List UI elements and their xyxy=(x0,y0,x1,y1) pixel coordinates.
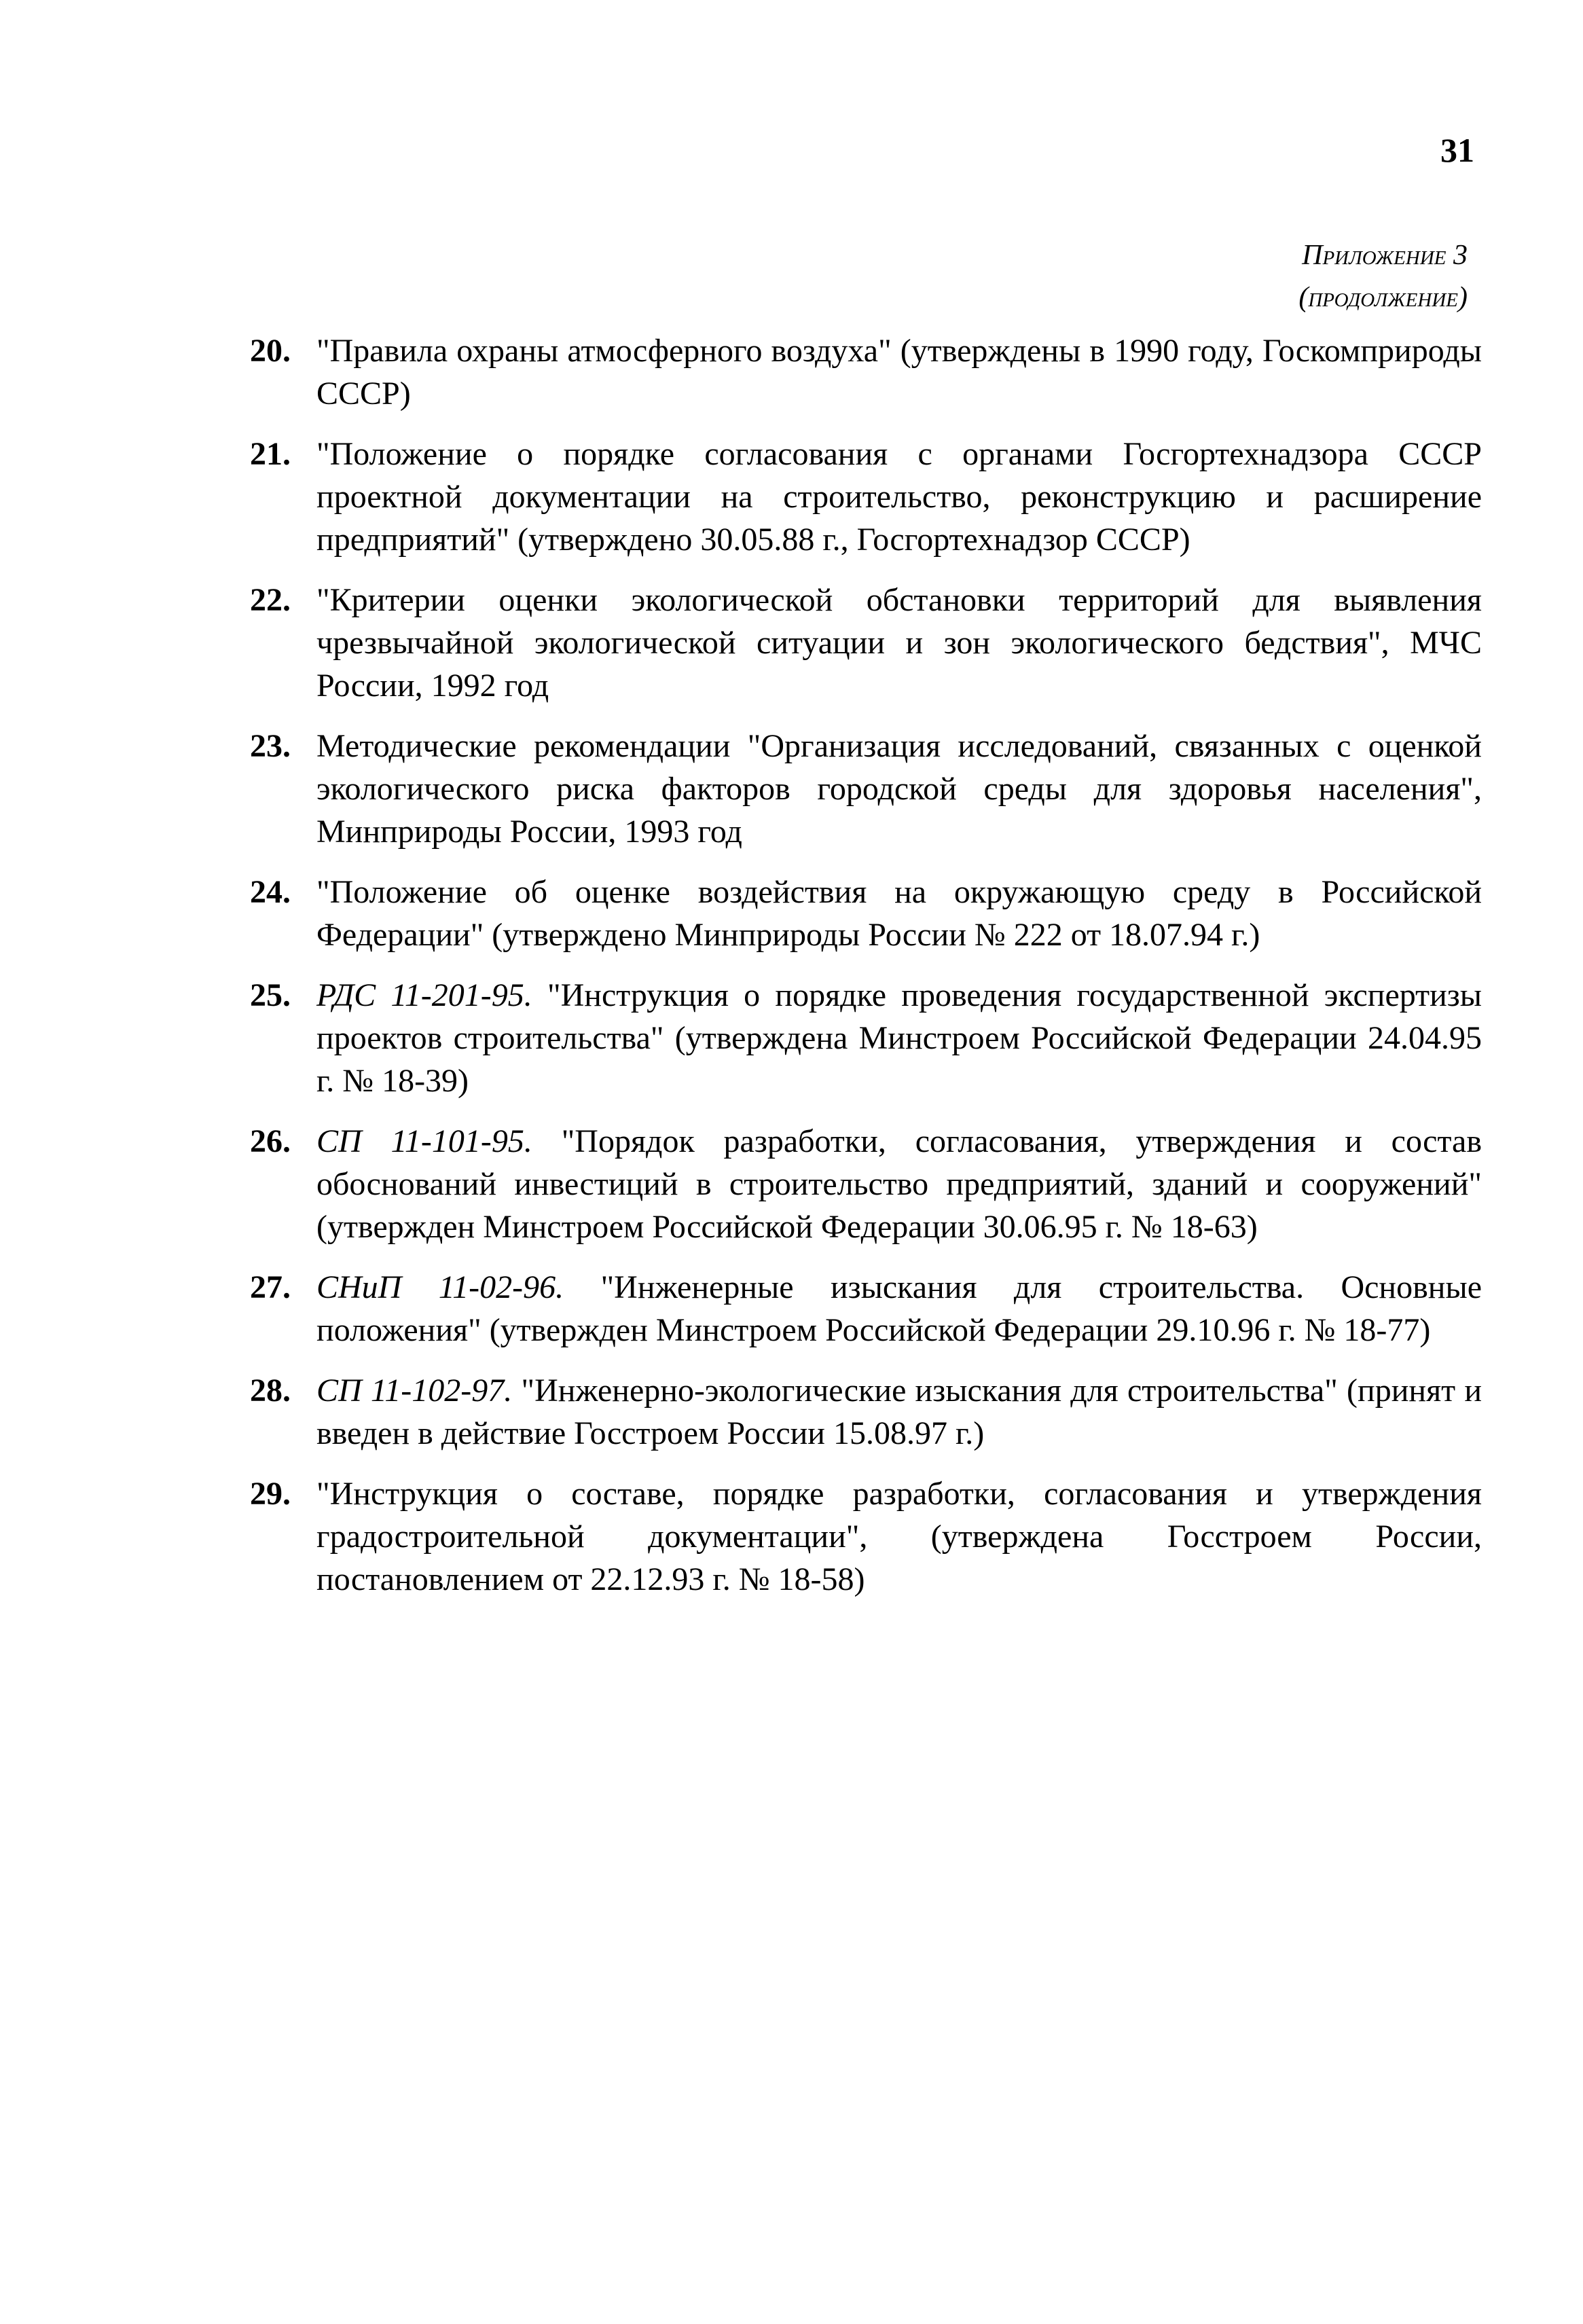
reference-item-24 xyxy=(250,871,1482,956)
reference-item-26 xyxy=(250,1120,1482,1248)
reference-number: 24. xyxy=(250,874,291,910)
reference-number: 22. xyxy=(250,582,291,618)
reference-code: СП 11-102-97. xyxy=(316,1373,513,1409)
reference-number: 21. xyxy=(250,436,291,472)
reference-number: 29. xyxy=(250,1476,291,1512)
reference-text xyxy=(316,433,1482,561)
reference-text xyxy=(316,329,1482,415)
reference-number: 20. xyxy=(250,333,291,369)
reference-item-25 xyxy=(250,974,1482,1102)
reference-text xyxy=(316,871,1482,956)
reference-item-23 xyxy=(250,725,1482,853)
reference-body: "Порядок разработки, согласования, утверждения и состав обоснований инвестиций в строительство предприятий, зданий и сооружений" (утвержден Минстроем Российской Федерации 30.06.95 г. № 18-63) xyxy=(316,1123,1482,1245)
reference-text xyxy=(316,1120,1482,1248)
reference-number: 27. xyxy=(250,1269,291,1305)
reference-text xyxy=(316,1266,1482,1351)
reference-item-20 xyxy=(250,329,1482,415)
reference-list xyxy=(250,329,1482,1618)
reference-text xyxy=(316,974,1482,1102)
reference-item-28 xyxy=(250,1369,1482,1455)
reference-body: "Инженерно-экологические изыскания для строительства" (принят и введен в действие Госстроем России 15.08.97 г.) xyxy=(316,1373,1482,1451)
reference-item-21 xyxy=(250,433,1482,561)
appendix-subtitle: (продолжение) xyxy=(1298,282,1468,313)
reference-item-27 xyxy=(250,1266,1482,1351)
reference-body: Методические рекомендации "Организация исследований, связанных с оценкой экологического риска факторов городской среды для здоровья населения", Минприроды России, 1993 год xyxy=(316,728,1482,850)
reference-code: СНиП 11-02-96. xyxy=(316,1269,564,1305)
reference-text xyxy=(316,579,1482,707)
reference-item-29 xyxy=(250,1472,1482,1601)
appendix-title: Приложение 3 xyxy=(1302,240,1468,271)
reference-body: "Положение об оценке воздействия на окружающую среду в Российской Федерации" (утверждено Минприроды России № 222 от 18.07.94 г.) xyxy=(316,874,1482,953)
reference-number: 26. xyxy=(250,1123,291,1159)
page-number: 31 xyxy=(1440,131,1474,169)
reference-body: "Правила охраны атмосферного воздуха" (утверждены в 1990 году, Госкомприроды СССР) xyxy=(316,333,1482,412)
reference-number: 25. xyxy=(250,977,291,1013)
reference-code: СП 11-101-95. xyxy=(316,1123,532,1159)
reference-item-22 xyxy=(250,579,1482,707)
reference-text xyxy=(316,725,1482,853)
reference-text xyxy=(316,1472,1482,1601)
reference-body: "Положение о порядке согласования с органами Госгортехнадзора СССР проектной документации на строительство, реконструкцию и расширение предприятий" (утверждено 30.05.88 г., Госгортехнадзор СССР) xyxy=(316,436,1482,558)
reference-code: РДС 11-201-95. xyxy=(316,977,532,1013)
appendix-heading xyxy=(1298,234,1468,319)
reference-body: "Инженерные изыскания для строительства. Основные положения" (утвержден Минстроем Российской Федерации 29.10.96 г. № 18-77) xyxy=(316,1269,1482,1348)
reference-number: 28. xyxy=(250,1373,291,1409)
reference-body: "Инструкция о составе, порядке разработки, согласования и утверждения градостроительной документации", (утверждена Госстроем России, постановлением от 22.12.93 г. № 18-58) xyxy=(316,1476,1482,1597)
reference-body: "Критерии оценки экологической обстановки территорий для выявления чрезвычайной экологической ситуации и зон экологического бедствия", МЧС России, 1992 год xyxy=(316,582,1482,704)
reference-body: "Инструкция о порядке проведения государственной экспертизы проектов строительства" (утверждена Минстроем Российской Федерации 24.04.95 г. № 18-39) xyxy=(316,977,1482,1099)
reference-number: 23. xyxy=(250,728,291,764)
reference-text xyxy=(316,1369,1482,1455)
